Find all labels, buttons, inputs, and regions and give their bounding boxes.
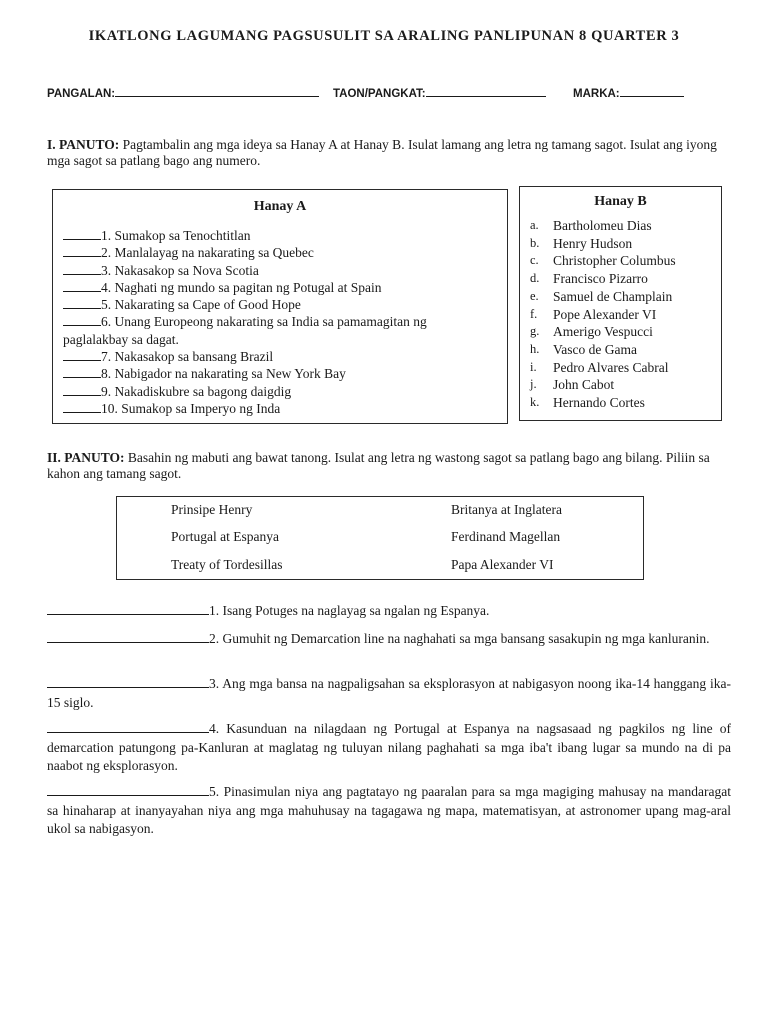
question-text: 1. Isang Potuges na naglayag sa ngalan ng Espanya. — [209, 603, 490, 618]
list-item — [530, 376, 730, 394]
choice-item: Prinsipe Henry — [171, 502, 253, 517]
grade-section-field[interactable] — [333, 84, 546, 100]
item-letter: g. — [530, 324, 540, 339]
grade-section-blank[interactable] — [426, 84, 546, 97]
choice-item: Treaty of Tordesillas — [171, 557, 283, 572]
answer-blank[interactable] — [63, 383, 101, 396]
part1-label: I. PANUTO: — [47, 137, 120, 152]
page-title: IKATLONG LAGUMANG PAGSUSULIT SA ARALING PANLIPUNAN 8 QUARTER 3 — [88, 28, 680, 44]
part2-instructions — [47, 450, 731, 482]
list-item — [530, 270, 730, 288]
question-4 — [47, 720, 731, 776]
item-text: Pedro Alvares Cabral — [553, 359, 669, 375]
grade-section-label: TAON/PANGKAT: — [333, 88, 426, 100]
answer-blank[interactable] — [63, 348, 101, 361]
answer-blank[interactable] — [63, 365, 101, 378]
list-item — [63, 365, 483, 382]
list-item-continuation: paglalakbay sa dagat. — [63, 331, 179, 347]
item-letter: d. — [530, 271, 540, 286]
name-field[interactable] — [47, 84, 319, 100]
item-letter: e. — [530, 288, 539, 303]
item-text: Francisco Pizarro — [553, 271, 648, 287]
item-text: Vasco de Gama — [553, 341, 637, 357]
hanay-b-title: Hanay B — [594, 194, 647, 209]
choice-item: Portugal at Espanya — [171, 529, 279, 544]
choice-item: Ferdinand Magellan — [451, 529, 561, 544]
list-item — [530, 323, 730, 341]
question-text: 5. Pinasimulan niya ang pagtatayo ng paaralan para sa mga magiging mahusay na mandaragat sa hinaharap at inanyayahan niya ang mga mahuhusay na tagagawa ng mapa, matematisyan, at astronomer upang mag-aral ukol sa nabigasyon. — [47, 784, 731, 836]
name-label: PANGALAN: — [47, 88, 116, 100]
item-text: 2. Manlalayag na nakarating sa Quebec — [101, 245, 314, 261]
question-1 — [47, 602, 731, 621]
item-text: 6. Unang Europeong nakarating sa India sa pamamagitan ng — [101, 314, 427, 330]
answer-blank[interactable] — [47, 783, 209, 796]
item-text: 5. Nakarating sa Cape of Good Hope — [101, 297, 301, 313]
item-letter: a. — [530, 218, 539, 232]
answer-blank[interactable] — [63, 400, 101, 413]
item-text: 7. Nakasakop sa bansang Brazil — [101, 349, 274, 365]
list-item — [530, 288, 730, 306]
list-item — [63, 279, 483, 296]
item-text: 1. Sumakop sa Tenochtitlan — [101, 228, 251, 243]
part2-text: Basahin ng mabuti ang bawat tanong. Isulat ang letra ng wastong sagot sa patlang bago ang bilang. Piliin sa kahon ang tamang sagot. — [47, 450, 710, 481]
list-item — [530, 235, 730, 253]
item-letter: c. — [530, 253, 539, 268]
question-2 — [47, 630, 731, 649]
list-item — [530, 394, 730, 412]
item-text: 10. Sumakop sa Imperyo ng Inda — [101, 400, 281, 416]
choices-box — [116, 496, 644, 580]
list-item — [63, 227, 483, 244]
item-text: Henry Hudson — [553, 235, 633, 251]
answer-blank[interactable] — [63, 313, 101, 326]
answer-blank[interactable] — [63, 244, 101, 257]
list-item — [530, 306, 730, 324]
item-text: Samuel de Champlain — [553, 288, 673, 304]
item-letter: h. — [530, 341, 540, 356]
item-letter: f. — [530, 306, 538, 321]
question-text: 3. Ang mga bansa na nagpaligsahan sa eksplorasyon at nabigasyon noong ika-14 hanggang ika-15 siglo. — [47, 676, 731, 710]
question-5 — [47, 783, 731, 839]
item-letter: b. — [530, 235, 540, 250]
item-text: Pope Alexander VI — [553, 306, 657, 322]
question-text: 4. Kasunduan na nilagdaan ng Portugal at Espanya na nagsasaad ng pagkilos ng line of demarcation patungong pa-Kanluran at maglatag ng tuluyan nilang paghahati sa mga iba't ibang lugar sa mundo na di pa naabot ng eksplorasyon. — [47, 721, 731, 773]
score-label: MARKA: — [573, 88, 620, 100]
item-letter: k. — [530, 395, 540, 410]
hanay-a-list — [63, 227, 483, 417]
list-item — [530, 217, 730, 235]
choice-item: Papa Alexander VI — [451, 557, 554, 572]
item-letter: j. — [530, 377, 537, 392]
hanay-a-box — [52, 189, 508, 424]
answer-blank[interactable] — [63, 227, 101, 240]
choice-item: Britanya at Inglatera — [451, 502, 562, 517]
list-item — [63, 383, 483, 400]
item-text: Hernando Cortes — [553, 395, 645, 411]
answer-blank[interactable] — [47, 602, 209, 615]
hanay-a-title: Hanay A — [253, 199, 307, 214]
answer-blank[interactable] — [47, 630, 209, 643]
score-blank[interactable] — [620, 84, 684, 97]
item-text: Bartholomeu Dias — [553, 218, 652, 233]
list-item — [530, 252, 730, 270]
score-field[interactable] — [573, 84, 684, 100]
list-item — [63, 262, 483, 279]
item-text: 8. Nabigador na nakarating sa New York Bay — [101, 366, 346, 382]
item-text: Amerigo Vespucci — [553, 324, 653, 340]
item-text: John Cabot — [553, 377, 615, 393]
answer-blank[interactable] — [63, 279, 101, 292]
list-item — [530, 359, 730, 377]
hanay-b-list — [530, 217, 730, 412]
list-item — [63, 296, 483, 313]
list-item — [63, 400, 483, 417]
hanay-b-box — [519, 186, 722, 421]
answer-blank[interactable] — [63, 262, 101, 275]
item-text: 3. Nakasakop sa Nova Scotia — [101, 262, 259, 278]
part2-label: II. PANUTO: — [47, 450, 125, 465]
item-text: 9. Nakadiskubre sa bagong daigdig — [101, 383, 292, 399]
list-item — [63, 313, 483, 330]
answer-blank[interactable] — [47, 675, 209, 688]
list-item — [530, 341, 730, 359]
answer-blank[interactable] — [63, 296, 101, 309]
name-blank[interactable] — [115, 84, 319, 97]
part1-text: Pagtambalin ang mga ideya sa Hanay A at Hanay B. Isulat lamang ang letra ng tamang sagot. Isulat ang iyong mga sagot sa patlang bago ang numero. — [47, 137, 717, 168]
item-text: Christopher Columbus — [553, 253, 676, 269]
item-text: 4. Naghati ng mundo sa pagitan ng Potugal at Spain — [101, 279, 382, 295]
question-3 — [47, 675, 731, 712]
item-letter: i. — [530, 359, 537, 374]
part1-instructions — [47, 137, 731, 169]
answer-blank[interactable] — [47, 720, 209, 733]
question-text: 2. Gumuhit ng Demarcation line na naghahati sa mga bansang sasakupin ng mga kanluranin. — [209, 631, 710, 646]
list-item — [63, 348, 483, 365]
list-item — [63, 244, 483, 261]
